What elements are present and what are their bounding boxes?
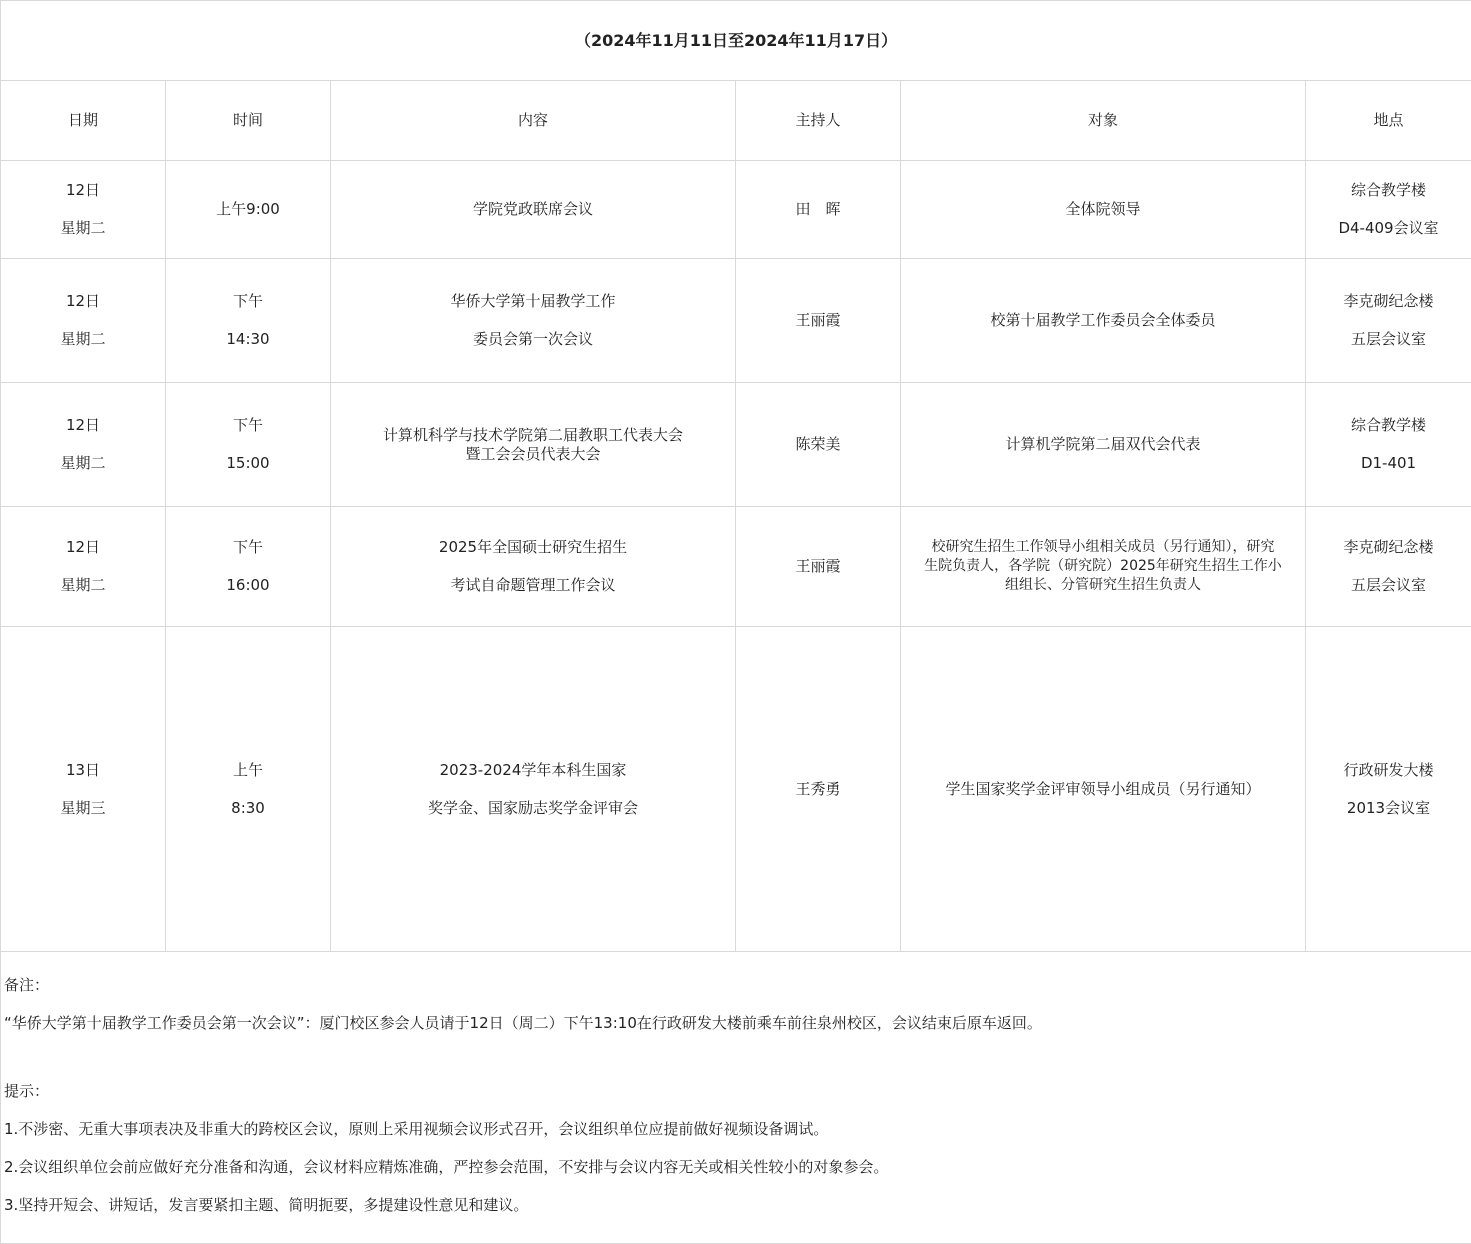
date-weekday: 星期二 — [60, 454, 106, 472]
date-cell — [1, 627, 166, 952]
location-room: 2013会议室 — [1346, 798, 1431, 817]
audience-line-1: 校研究生招生工作领导小组相关成员（另行通知），研究 — [931, 539, 1275, 555]
tip-item: 2.会议组织单位会前应做好充分准备和沟通，会议材料应精炼准确，严控参会范围，不安排与会议内容无关或相关性较小的对象参会。 — [4, 1158, 889, 1176]
time-cell — [166, 161, 331, 259]
header-location: 地点 — [1306, 81, 1471, 161]
time-text: 16:00 — [226, 576, 270, 594]
content-cell — [331, 161, 736, 259]
content-line-2: 奖学金、国家励志奖学金评审会 — [427, 798, 638, 817]
date-day: 13日 — [65, 760, 101, 779]
time-period: 下午 — [232, 416, 263, 434]
content-cell — [331, 259, 736, 383]
time-text: 15:00 — [226, 454, 270, 472]
remark-label: 备注： — [4, 976, 50, 994]
host-cell: 王丽霞 — [736, 507, 901, 627]
time-period: 下午 — [232, 292, 263, 310]
content-line-2: 考试自命题管理工作会议 — [450, 576, 616, 594]
date-cell — [1, 507, 166, 627]
time-cell — [166, 507, 331, 627]
date-cell — [1, 383, 166, 507]
location-cell — [1306, 627, 1471, 952]
host-cell: 田 晖 — [736, 161, 901, 259]
audience-line-3: 组组长、分管研究生招生负责人 — [1005, 577, 1201, 593]
tips-label: 提示： — [4, 1082, 50, 1100]
date-day: 12日 — [65, 292, 101, 310]
host-cell: 陈荣美 — [736, 383, 901, 507]
location-building: 行政研发大楼 — [1343, 760, 1434, 779]
content-line-2: 暨工会会员代表大会 — [465, 444, 601, 463]
time-cell — [166, 383, 331, 507]
time-period: 上午 — [232, 760, 263, 779]
tip-item: 3.坚持开短会、讲短话，发言要紧扣主题、简明扼要，多提建设性意见和建议。 — [4, 1196, 529, 1214]
table-row — [1, 627, 1471, 952]
content-cell — [331, 507, 736, 627]
header-host: 主持人 — [736, 81, 901, 161]
header-row — [1, 81, 1471, 161]
host-cell: 王秀勇 — [736, 627, 901, 952]
location-building: 综合教学楼 — [1351, 181, 1427, 199]
notes-row — [1, 952, 1471, 1244]
header-time: 时间 — [166, 81, 331, 161]
location-cell — [1306, 161, 1471, 259]
table-row — [1, 383, 1471, 507]
notes-cell — [1, 952, 1471, 1244]
time-text: 14:30 — [226, 330, 270, 348]
audience-cell — [901, 507, 1306, 627]
location-cell — [1306, 259, 1471, 383]
location-building: 李克砌纪念楼 — [1343, 538, 1434, 556]
time-cell — [166, 259, 331, 383]
content-line-1: 华侨大学第十届教学工作 — [450, 292, 616, 310]
audience-line-2: 生院负责人，各学院（研究院）2025年研究生招生工作小 — [924, 558, 1282, 574]
audience-text: 校第十届教学工作委员会全体委员 — [990, 311, 1216, 329]
location-cell — [1306, 383, 1471, 507]
audience-cell — [901, 383, 1306, 507]
audience-cell — [901, 161, 1306, 259]
content-line-2: 委员会第一次会议 — [472, 330, 593, 348]
date-weekday: 星期二 — [60, 576, 106, 594]
date-day: 12日 — [65, 538, 101, 556]
audience-cell — [901, 259, 1306, 383]
location-room: D4-409会议室 — [1338, 219, 1439, 237]
location-building: 综合教学楼 — [1351, 416, 1427, 434]
time-text: 上午9:00 — [216, 200, 280, 218]
date-weekday: 星期三 — [60, 798, 106, 817]
date-cell — [1, 259, 166, 383]
audience-text: 计算机学院第二届双代会代表 — [1005, 435, 1201, 453]
time-cell — [166, 627, 331, 952]
host-cell: 王丽霞 — [736, 259, 901, 383]
date-day: 12日 — [65, 416, 101, 434]
tip-item: 1.不涉密、无重大事项表决及非重大的跨校区会议，原则上采用视频会议形式召开，会议组织单位应提前做好视频设备调试。 — [4, 1120, 829, 1138]
content-line-1: 计算机科学与技术学院第二届教职工代表大会 — [382, 425, 683, 444]
location-building: 李克砌纪念楼 — [1343, 292, 1434, 310]
location-cell — [1306, 507, 1471, 627]
location-room: 五层会议室 — [1351, 330, 1427, 348]
audience-text: 学生国家奖学金评审领导小组成员（另行通知） — [945, 779, 1261, 798]
date-weekday: 星期二 — [60, 219, 106, 237]
content-line-1: 2025年全国硕士研究生招生 — [438, 538, 628, 556]
table-row — [1, 259, 1471, 383]
date-day: 12日 — [65, 181, 101, 199]
table-row — [1, 161, 1471, 259]
header-content: 内容 — [331, 81, 736, 161]
header-audience: 对象 — [901, 81, 1306, 161]
audience-text: 全体院领导 — [1065, 200, 1141, 218]
time-text: 8:30 — [231, 798, 265, 817]
header-date: 日期 — [1, 81, 166, 161]
remark-text: “华侨大学第十届教学工作委员会第一次会议”：厦门校区参会人员请于12日（周二）下午13:10在行政研发大楼前乘车前往泉州校区，会议结束后原车返回。 — [4, 1014, 1042, 1032]
time-period: 下午 — [232, 538, 263, 556]
location-room: 五层会议室 — [1351, 576, 1427, 594]
content-cell — [331, 383, 736, 507]
content-cell — [331, 627, 736, 952]
table-row — [1, 507, 1471, 627]
date-cell — [1, 161, 166, 259]
date-weekday: 星期二 — [60, 330, 106, 348]
content-text: 学院党政联席会议 — [472, 200, 593, 218]
content-line-1: 2023-2024学年本科生国家 — [439, 760, 627, 779]
audience-cell — [901, 627, 1306, 952]
schedule-title: （2024年11月11日至2024年11月17日） — [1, 1, 1471, 81]
location-room: D1-401 — [1360, 454, 1417, 472]
